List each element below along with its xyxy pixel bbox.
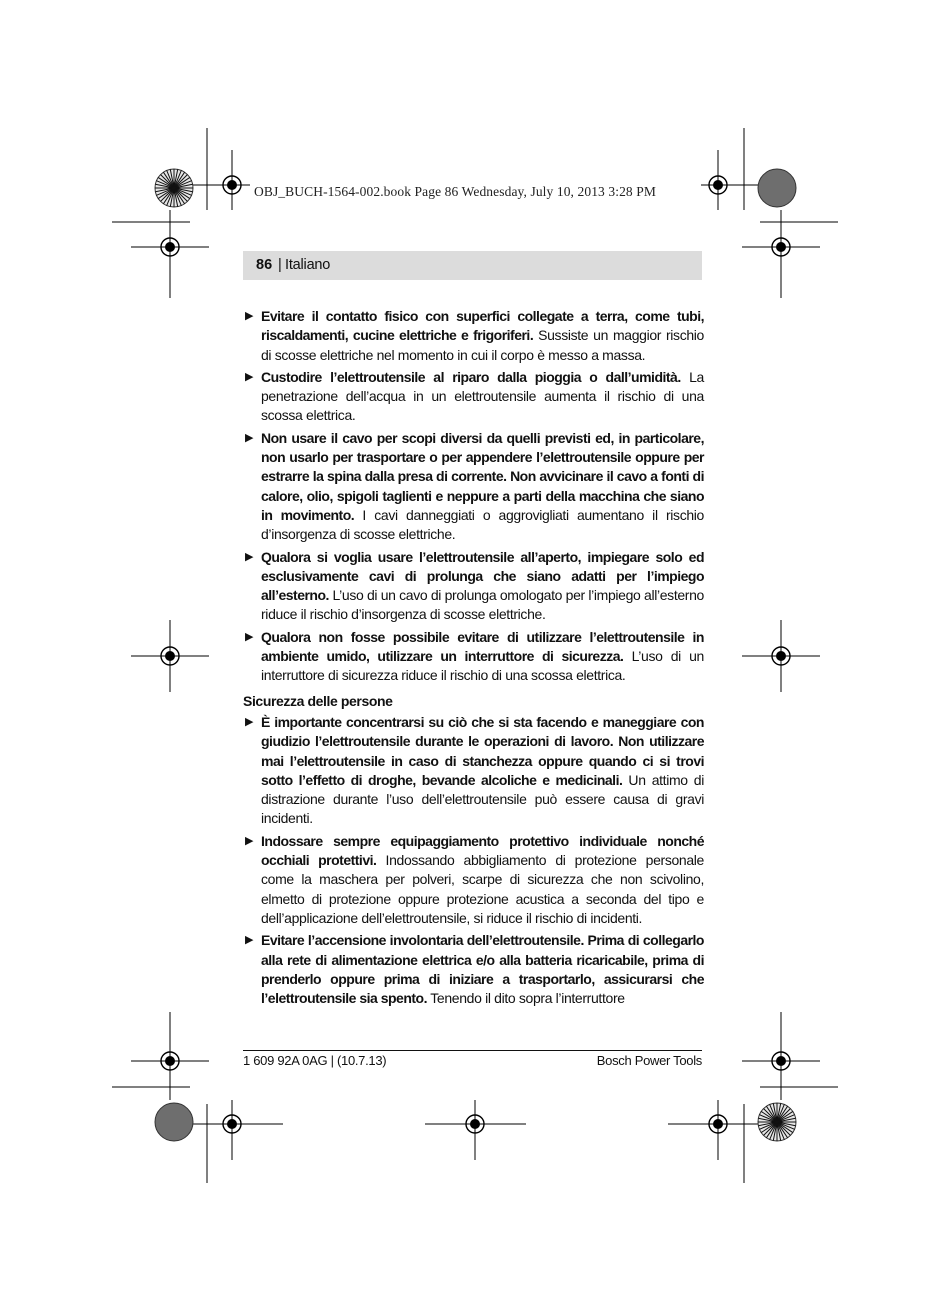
footer-divider [243, 1050, 702, 1051]
item-lead: Custodire l’elettroutensile al riparo dalla pioggia o dall’umidità. [261, 368, 681, 385]
list-item [243, 548, 704, 625]
item-lead: Qualora si voglia usare l’elettroutensile all’aperto, impiegare solo ed esclusivamente cavi di prolunga che siano adatti per l’impiego all’esterno. [261, 548, 704, 604]
item-lead: Evitare l’accensione involontaria dell’elettroutensile. Prima di collegarlo alla rete di alimentazione elettrica e/o alla batteria ricaricabile, prima di prenderlo oppure prima di iniziare a trasportarlo, assicurarsi che l’elettroutensile sia spento. [261, 932, 704, 1007]
item-text: Indossando abbigliamento di protezione personale come la maschera per polveri, scarpe di sicurezza che non scivolino, elmetto di protezione oppure protezione acustica a seconda del tipo e dell’applicazione dell’elettroutensile, si riduce il rischio di incidenti. [261, 852, 704, 926]
bullet-triangle-icon: ▶ [245, 834, 254, 847]
item-lead: Qualora non fosse possibile evitare di utilizzare l’elettroutensile in ambiente umido, utilizzare un interruttore di sicurezza. [261, 628, 704, 665]
item-lead: Indossare sempre equipaggiamento protettivo individuale nonché occhiali protettivi. [261, 832, 704, 869]
bullet-triangle-icon: ▶ [245, 630, 254, 643]
header-separator: | [278, 257, 282, 273]
list-item [243, 931, 704, 1008]
list-item [243, 307, 704, 365]
item-lead: Evitare il contatto fisico con superfici collegate a terra, come tubi, riscaldamenti, cucine elettriche e frigoriferi. [261, 308, 704, 344]
print-slug: OBJ_BUCH-1564-002.book Page 86 Wednesday, July 10, 2013 3:28 PM [254, 184, 656, 199]
header-language: Italiano [285, 257, 331, 273]
page-header [243, 251, 702, 280]
item-text: Tenendo il dito sopra l’interruttore [427, 990, 625, 1007]
item-text: L’uso di un interruttore di sicurezza riduce il rischio di una scossa elettrica. [261, 648, 704, 684]
item-text: La penetrazione dell’acqua in un elettroutensile aumenta il rischio di una scossa elettrica. [261, 368, 704, 424]
item-text: L’uso di un cavo di prolunga omologato per l’impiego all’esterno riduce il rischio d’insorgenza di scosse elettriche. [261, 587, 704, 623]
item-text: Un attimo di distrazione durante l’uso dell’elettroutensile può essere causa di gravi incidenti. [261, 771, 704, 827]
section-title: Sicurezza delle persone [243, 692, 393, 709]
footer-brand: Bosch Power Tools [596, 1053, 702, 1068]
page-number: 86 [256, 257, 273, 273]
footer-doc-number: 1 609 92A 0AG | (10.7.13) [243, 1053, 387, 1068]
list-item [243, 368, 704, 426]
list-item [243, 429, 704, 545]
bullet-triangle-icon: ▶ [245, 934, 254, 947]
page-body [243, 307, 704, 1011]
item-lead: È importante concentrarsi su ciò che si sta facendo e maneggiare con giudizio l’elettroutensile durante le operazioni di lavoro. Non utilizzare mai l’elettroutensile in caso di stanchezza oppure quando ci si trovi sotto l’effetto di droghe, bevande alcoliche e medicinali. [261, 713, 704, 788]
bullet-triangle-icon: ▶ [245, 550, 254, 563]
list-item [243, 713, 704, 829]
bullet-triangle-icon: ▶ [245, 431, 254, 444]
item-text: I cavi danneggiati o aggrovigliati aumentano il rischio d’insorgenza di scosse elettriche. [261, 506, 704, 543]
list-item [243, 832, 704, 928]
item-lead: Non usare il cavo per scopi diversi da quelli previsti ed, in particolare, non usarlo per trasportare o per appendere l’elettroutensile oppure per estrarre la spina dalla presa di corrente. Non avvicinare il cavo a fonti di calore, olio, spigoli taglienti e neppure a parti della macchina che siano in movimento. [261, 429, 704, 523]
bullet-triangle-icon: ▶ [245, 310, 254, 322]
bullet-triangle-icon: ▶ [245, 370, 254, 383]
item-text: Sussiste un maggior rischio di scosse elettriche nel momento in cui il corpo è messo a massa. [261, 327, 704, 363]
bullet-triangle-icon: ▶ [245, 715, 254, 728]
list-item [243, 628, 704, 686]
